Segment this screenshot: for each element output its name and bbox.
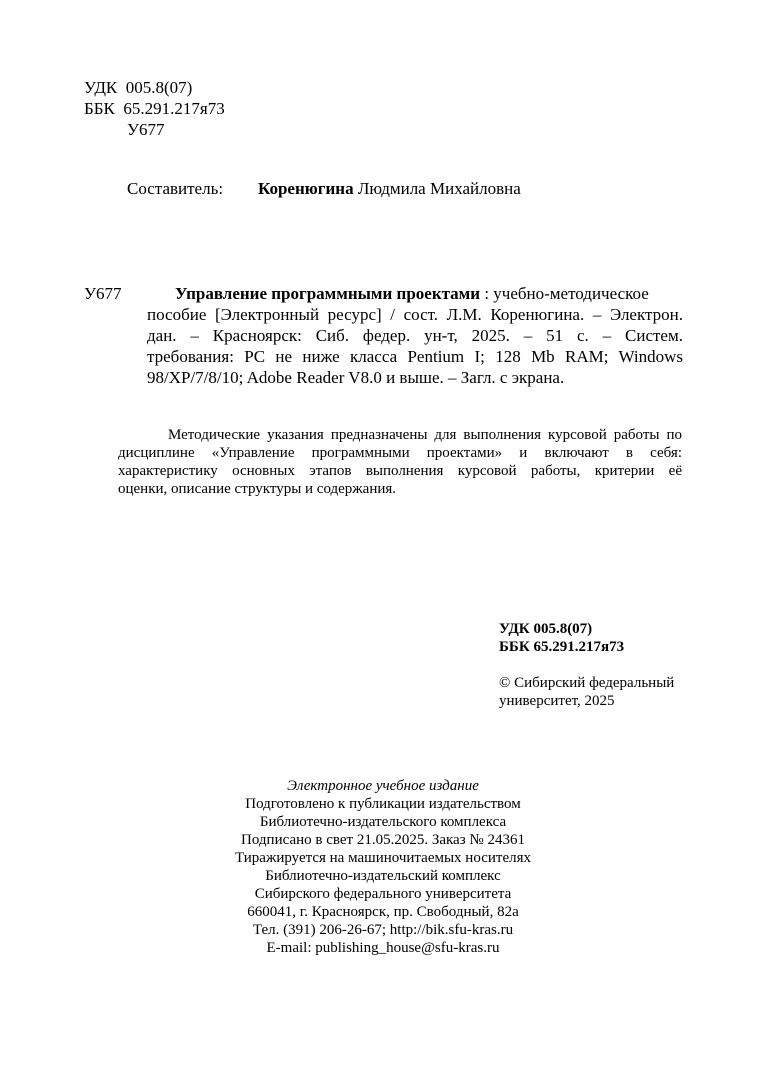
author-sign-top: У677 bbox=[127, 120, 165, 139]
udk-value: 005.8(07) bbox=[125, 78, 193, 97]
record-author-sign: У677 bbox=[84, 284, 122, 303]
copyright-line-1: © Сибирский федеральный bbox=[499, 675, 675, 691]
udk-label: УДК bbox=[84, 78, 118, 97]
udk-line bbox=[84, 77, 192, 98]
record-line-2: пособие [Электронный ресурс] / сост. Л.М. Коренюгина. – Электрон. bbox=[147, 305, 683, 324]
annotation-line-4: оценки, описание структуры и содержания. bbox=[118, 481, 397, 497]
record-title: Управление программными проектами bbox=[175, 284, 481, 303]
bbk-value: 65.291.217я73 bbox=[123, 99, 225, 118]
bbk-label: ББК bbox=[84, 99, 115, 118]
annotation-line-2: дисциплине «Управление программными проектами» и включают в себя: bbox=[118, 445, 682, 461]
imprint-line: Тиражируется на машиночитаемых носителях bbox=[234, 850, 531, 866]
annotation-line-3: характеристику основных этапов выполнения курсовой работы, критерии её bbox=[118, 463, 682, 479]
imprint-line: Тел. (391) 206-26-67; http://bik.sfu-kras.ru bbox=[252, 922, 514, 938]
imprint-line: E-mail: publishing_house@sfu-kras.ru bbox=[266, 940, 500, 956]
record-line-5: 98/XP/7/8/10; Adobe Reader V8.0 и выше. – Загл. с экрана. bbox=[147, 368, 565, 387]
record-line-1 bbox=[175, 283, 683, 304]
copyright-bbk: ББК 65.291.217я73 bbox=[499, 639, 625, 655]
imprint-line: 660041, г. Красноярск, пр. Свободный, 82а bbox=[247, 904, 519, 920]
copyright-udk: УДК 005.8(07) bbox=[499, 621, 593, 637]
compiler-surname: Коренюгина bbox=[258, 179, 354, 198]
edition-type: Электронное учебное издание bbox=[287, 778, 479, 794]
compiler-label: Составитель: bbox=[127, 179, 224, 198]
compiler-name bbox=[258, 178, 521, 199]
copyright-line-2: университет, 2025 bbox=[499, 693, 615, 709]
compiler-given-names: Людмила Михайловна bbox=[357, 179, 521, 198]
imprint-line: Библиотечно-издательского комплекса bbox=[259, 814, 507, 830]
record-line-4: требования: PC не ниже класса Pentium I; 128 Mb RAM; Windows bbox=[147, 347, 683, 366]
imprint-line: Сибирского федерального университета bbox=[254, 886, 512, 902]
imprint-line: Подписано в свет 21.05.2025. Заказ № 24361 bbox=[241, 832, 525, 848]
imprint-block bbox=[128, 777, 638, 957]
bbk-line bbox=[84, 98, 225, 119]
imprint-line: Подготовлено к публикации издательством bbox=[245, 796, 521, 812]
record-line-1-rest: : учебно-методическое bbox=[480, 284, 649, 303]
record-line-3: дан. – Красноярск: Сиб. федер. ун-т, 2025. – 51 с. – Систем. bbox=[147, 326, 683, 345]
imprint-line: Библиотечно-издательский комплекс bbox=[265, 868, 501, 884]
annotation-line-1: Методические указания предназначены для выполнения курсовой работы по bbox=[168, 427, 682, 443]
